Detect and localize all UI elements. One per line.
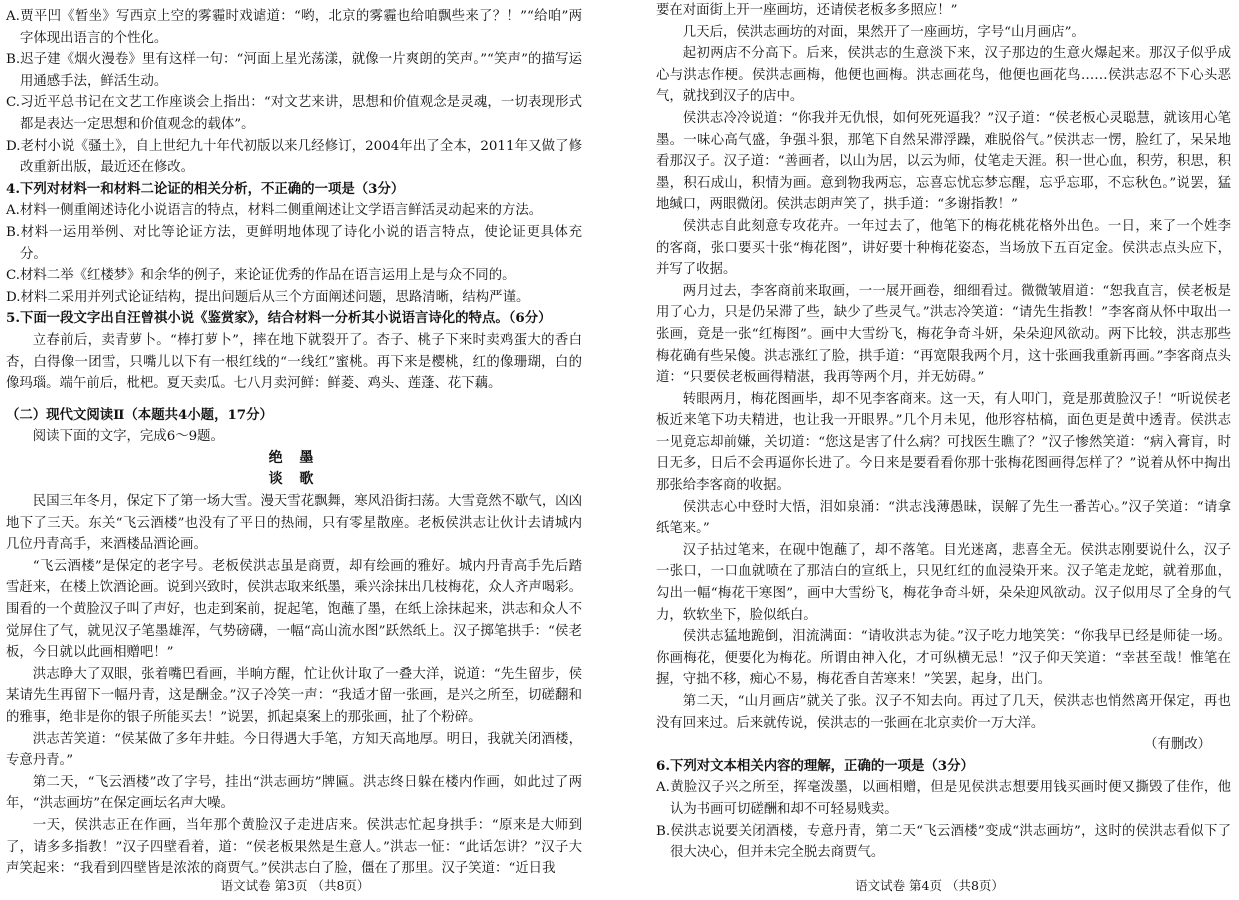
reading-instruction: 阅读下面的文字，完成6～9题。 (32, 429, 224, 445)
story-paragraph: 汉子拈过笔来，在砚中饱蘸了，却不落笔。目光迷离，悲喜全无。侯洪志刚要说什么，汉子一张口，一口血就喷在了那洁白的宣纸上，只见红红的血浸染开来。汉子笔走龙蛇，就着那血，勾出一幅“梅花干寒图”，画中大雪纷飞，梅花争奇斗妍，朵朵迎风欲动。汉子似用尽了全身的气力，软软坐下，脸似纸白。 (656, 542, 1231, 623)
question-5: 5.下面一段文字出自汪曾祺小说《鉴赏家》，结合材料一分析其小说语言诗化的特点。（6分） (6, 310, 552, 327)
story-paragraph: 民国三年冬月，保定下了第一场大雪。漫天雪花飘舞，寒风沿街扫荡。大雪竟然不歇气，凶凶地下了三天。东关“飞云酒楼”也没有了平日的热闹，只有零星散座。老板侯洪志让伙计去请城内几位丹青高手，来酒楼品酒论画。 (6, 494, 582, 553)
edit-note: （有删改） (1144, 737, 1211, 753)
story-paragraph: 第二天，“山月画店”就关了张。汉子不知去向。再过了几天，侯洪志也悄然离开保定，再也没有回来过。后来就传说，侯洪志的一张画在北京卖价一万大洋。 (656, 694, 1231, 731)
story-author: 谈 歌 (268, 471, 320, 488)
q4-option-b: B.材料一运用举例、对比等论证方法，更鲜明地体现了诗化小说的语言特点，使论证更具体充分。 (6, 224, 582, 262)
option-a: A.贾平凹《暂坐》写西京上空的雾霾时戏谑道：“哟，北京的雾霾也给咱飘些来了？！”“给咱”两字体现出语言的个性化。 (6, 9, 582, 46)
q6-option-a: A.黄脸汉子兴之所至，挥毫泼墨，以画相赠，但是见侯洪志想要用钱买画时便又撕毁了佳作，他认为书画可切磋酬和却不可轻易贱卖。 (656, 780, 1231, 817)
page-footer: 语文试卷 第4页 （共8页） (855, 878, 1004, 893)
story-paragraph: 洪志睁大了双眼，张着嘴巴看画，半晌方醒，忙让伙计取了一叠大洋，说道：“先生留步，侯某请先生再留下一幅丹青，这是酬金。”汉子冷笑一声：“我适才留一张画，是兴之所至，切磋翻和的雅事，绝非是你的银子所能买去！”说罢，抓起桌案上的那张画，扯了个粉碎。 (6, 666, 582, 725)
q4-option-d: D.材料二采用并列式论证结构，提出问题后从三个方面阐述问题，思路清晰，结构严谨。 (6, 289, 530, 305)
story-title: 绝 墨 (268, 449, 320, 466)
story-paragraph: 洪志苦笑道：“侯某做了多年井蛙。今日得遇大手笔，方知天高地厚。明日，我就关闭酒楼，专意丹青。” (6, 731, 582, 769)
story-paragraph: 几天后，侯洪志画坊的对面，果然开了一座画坊，字号“山月画店”。 (682, 24, 1085, 40)
question-6: 6.下列对文本相关内容的理解，正确的一项是（3分） (656, 757, 974, 774)
option-b: B.迟子建《烟火漫卷》里有这样一句：“河面上星光荡漾，就像一片爽朗的笑声。”“笑声”的描写运用通感手法，鲜活生动。 (6, 52, 582, 89)
question-4: 4.下列对材料一和材料二论证的相关分析，不正确的一项是（3分） (6, 180, 405, 197)
q6-option-b: B.侯洪志说要关闭酒楼，专意丹青，第二天“飞云酒楼”变成“洪志画坊”，这时的侯洪志看似下了很大决心，但并未完全脱去商贾气。 (656, 823, 1231, 861)
story-paragraph: 要在对面街上开一座画坊，还请侯老板多多照应！” (656, 3, 958, 18)
story-paragraph: 侯洪志心中登时大悟，泪如泉涌：“洪志浅薄愚昧，误解了先生一番苦心。”汉子笑道：“请拿纸笔来。” (656, 499, 1231, 537)
story-paragraph: 起初两店不分高下。后来，侯洪志的生意淡下来，汉子那边的生意火爆起来。那汉子似乎成心与洪志作梗。侯洪志画梅，他便也画梅。洪志画花鸟，他便也画花鸟……侯洪志忍不下心头恶气，就找到汉子的店中。 (656, 46, 1231, 105)
page-footer: 语文试卷 第3页 （共8页） (220, 878, 370, 893)
story-paragraph: 侯洪志冷冷说道：“你我并无仇恨，如何死死逼我？”汉子道：“侯老板心灵聪慧，就该用心笔墨。一味心高气盛，争强斗狠，那笔下自然呆滞浮躁，难脱俗气。”侯洪志一愣，脸红了，呆呆地看那汉子。汉子道：“善画者，以山为居，以云为师，仗笔走天涯。积一世心血，积劳，积思，积墨，积石成山，积情为画。意到物我两忘，忘喜忘忧忘梦忘醒，忘乎忘耶，不忘秋色。”说罢，猛地缄口，两眼微闭。侯洪志朗声笑了，拱手道：“多谢指教！” (656, 110, 1231, 213)
q5-excerpt: 立春前后，卖青萝卜。“棒打萝卜”，摔在地下就裂开了。杏子、桃子下来时卖鸡蛋大的香白杏，白得像一团雪，只嘴儿以下有一根红线的“一线红”蜜桃。再下来是樱桃，红的像珊瑚，白的像玛瑙。端午前后，枇杷。夏天卖瓜。七八月卖河鲜：鲜菱、鸡头、莲蓬、花下藕。 (6, 332, 582, 392)
right-page (620, 0, 1239, 900)
q4-option-a: A.材料一侧重阐述诗化小说语言的特点，材料二侧重阐述让文学语言鲜活灵动起来的方法。 (6, 203, 543, 219)
story-paragraph: “飞云酒楼”是保定的老字号。老板侯洪志虽是商贾，却有绘画的雅好。城内丹青高手先后踏雪赶来，在楼上饮酒论画。说到兴致时，侯洪志取来纸墨，乘兴涂抹出几枝梅花，众人齐声喝彩。围看的一个黄脸汉子叫了声好，也走到案前，捉起笔，饱蘸了墨，在纸上涂抹起来，洪志和众人不觉屏住了气，就见汉子笔墨雄浑，气势磅礴，一幅“高山流水图”跃然纸上。汉子掷笔拱手：“侯老板，今日就以此画相赠吧！” (6, 558, 582, 661)
story-paragraph: 侯洪志自此刻意专攻花卉。一年过去了，他笔下的梅花桃花格外出色。一日，来了一个姓李的客商，张口要买十张“梅花图”，讲好要十种梅花姿态，当场放下五百定金。侯洪志点头应下，并写了收据。 (656, 218, 1231, 278)
section-heading: （二）现代文阅读Ⅱ（本题共4小题，17分） (6, 406, 273, 423)
story-paragraph: 一天，侯洪志正在作画，当年那个黄脸汉子走进店来。侯洪志忙起身拱手：“原来是大师到了，请多多指教！”汉子四壁看着，道：“侯老板果然是生意人。”洪志一怔：“此话怎讲？”汉子大声笑起来：“我看到四壁皆是浓浓的商贾气。”侯洪志白了脸，僵在了那里。汉子笑道：“近日我 (6, 817, 582, 877)
story-paragraph: 第二天，“飞云酒楼”改了字号，挂出“洪志画坊”牌匾。洪志终日躲在楼内作画，如此过了两年，“洪志画坊”在保定画坛名声大噪。 (6, 774, 582, 812)
story-paragraph: 两月过去，李客商前来取画，一一展开画卷，细细看过。微微皱眉道：“恕我直言，侯老板是用了心力，只是仍呆滞了些，缺少了些灵气。”洪志冷笑道：“请先生指教！”李客商从怀中取出一张画，竟是一张“红梅图”。画中大雪纷飞，梅花争奇斗妍，朵朵迎风欲动。两下比较，洪志那些梅花确有些呆傻。洪志涨红了脸，拱手道：“再宽限我两个月，这十张画我重新再画。”李客商点头道：“只要侯老板画得精湛，我再等两个月，并无妨碍。” (656, 283, 1231, 386)
option-d: D.老村小说《骚土》，自上世纪九十年代初版以来几经修订，2004年出了全本，2011年又做了修改重新出版，最近还在修改。 (6, 138, 582, 176)
left-page (0, 0, 590, 900)
story-paragraph: 侯洪志猛地跪倒，泪流满面：“请收洪志为徒。”汉子吃力地笑笑：“你我早已经是师徒一场。你画梅花，便要化为梅花。所谓由神入化，才可纵横无忌！”汉子仰天笑道：“幸甚至哉！惟笔在握，守拙不移，痴心不易，梅花香自苦寒来！”笑罢，起身，出门。 (656, 629, 1231, 688)
option-c: C.习近平总书记在文艺工作座谈会上指出：“对文艺来讲，思想和价值观念是灵魂，一切表现形式都是表达一定思想和价值观念的载体”。 (6, 95, 582, 132)
story-paragraph: 转眼两月，梅花图画毕，却不见李客商来。这一天，有人叩门，竟是那黄脸汉子！“听说侯老板近来笔下功夫精进，也让我一开眼界。”几个月未见，他形容枯槁，面色更是黄中透青。侯洪志一见竟忘却前嫌，关切道：“您这是害了什么病？可找医生瞧了？”汉子惨然笑道：“病入膏肓，时日无多，日后不会再逼你长进了。今日来是要看看你那十张梅花图画得怎样了？”说着从怀中掏出那张给李客商的收据。 (656, 391, 1231, 494)
q4-option-c: C.材料二举《红楼梦》和余华的例子，来论证优秀的作品在语言运用上是与众不同的。 (6, 268, 516, 284)
